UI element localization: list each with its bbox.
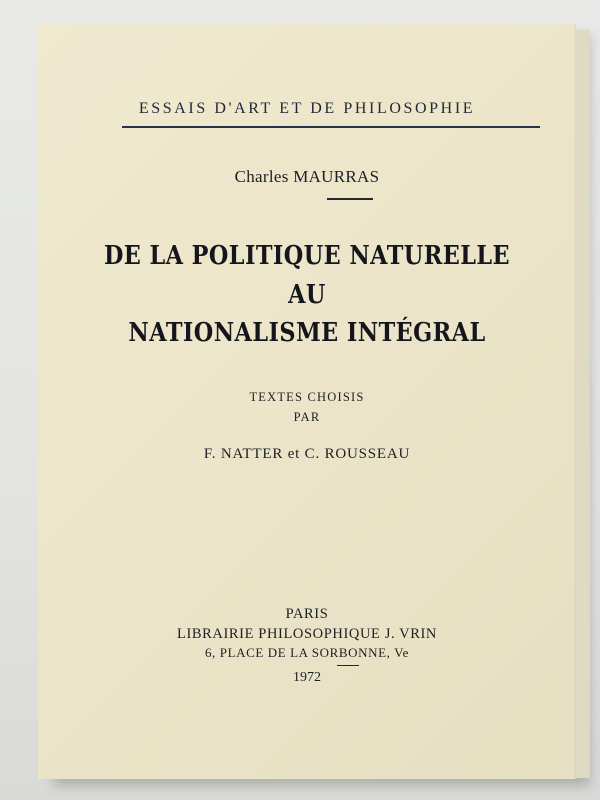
book-page-edges: [576, 30, 590, 778]
publication-year: 1972: [293, 670, 321, 685]
author-divider: [327, 198, 373, 200]
book-cover: [38, 24, 576, 779]
author-name: Charles MAURRAS: [234, 167, 380, 186]
series-title: ESSAIS D'ART ET DE PHILOSOPHIE: [138, 100, 476, 117]
publisher-divider: [337, 665, 359, 666]
book-title-line2: AU: [288, 280, 326, 310]
subtitle-line2: PAR: [293, 410, 321, 424]
series-divider: [122, 126, 540, 128]
editors: F. NATTER et C. ROUSSEAU: [203, 446, 411, 462]
book-title-line1: DE LA POLITIQUE NATURELLE: [103, 241, 511, 271]
publisher-city: PARIS: [285, 606, 329, 622]
subtitle-line1: TEXTES CHOISIS: [249, 390, 365, 404]
book-title-line3: NATIONALISME INTÉGRAL: [128, 318, 486, 348]
publisher-name: LIBRAIRIE PHILOSOPHIQUE J. VRIN: [176, 626, 437, 642]
publisher-address: 6, PLACE DE LA SORBONNE, Ve: [204, 645, 410, 660]
